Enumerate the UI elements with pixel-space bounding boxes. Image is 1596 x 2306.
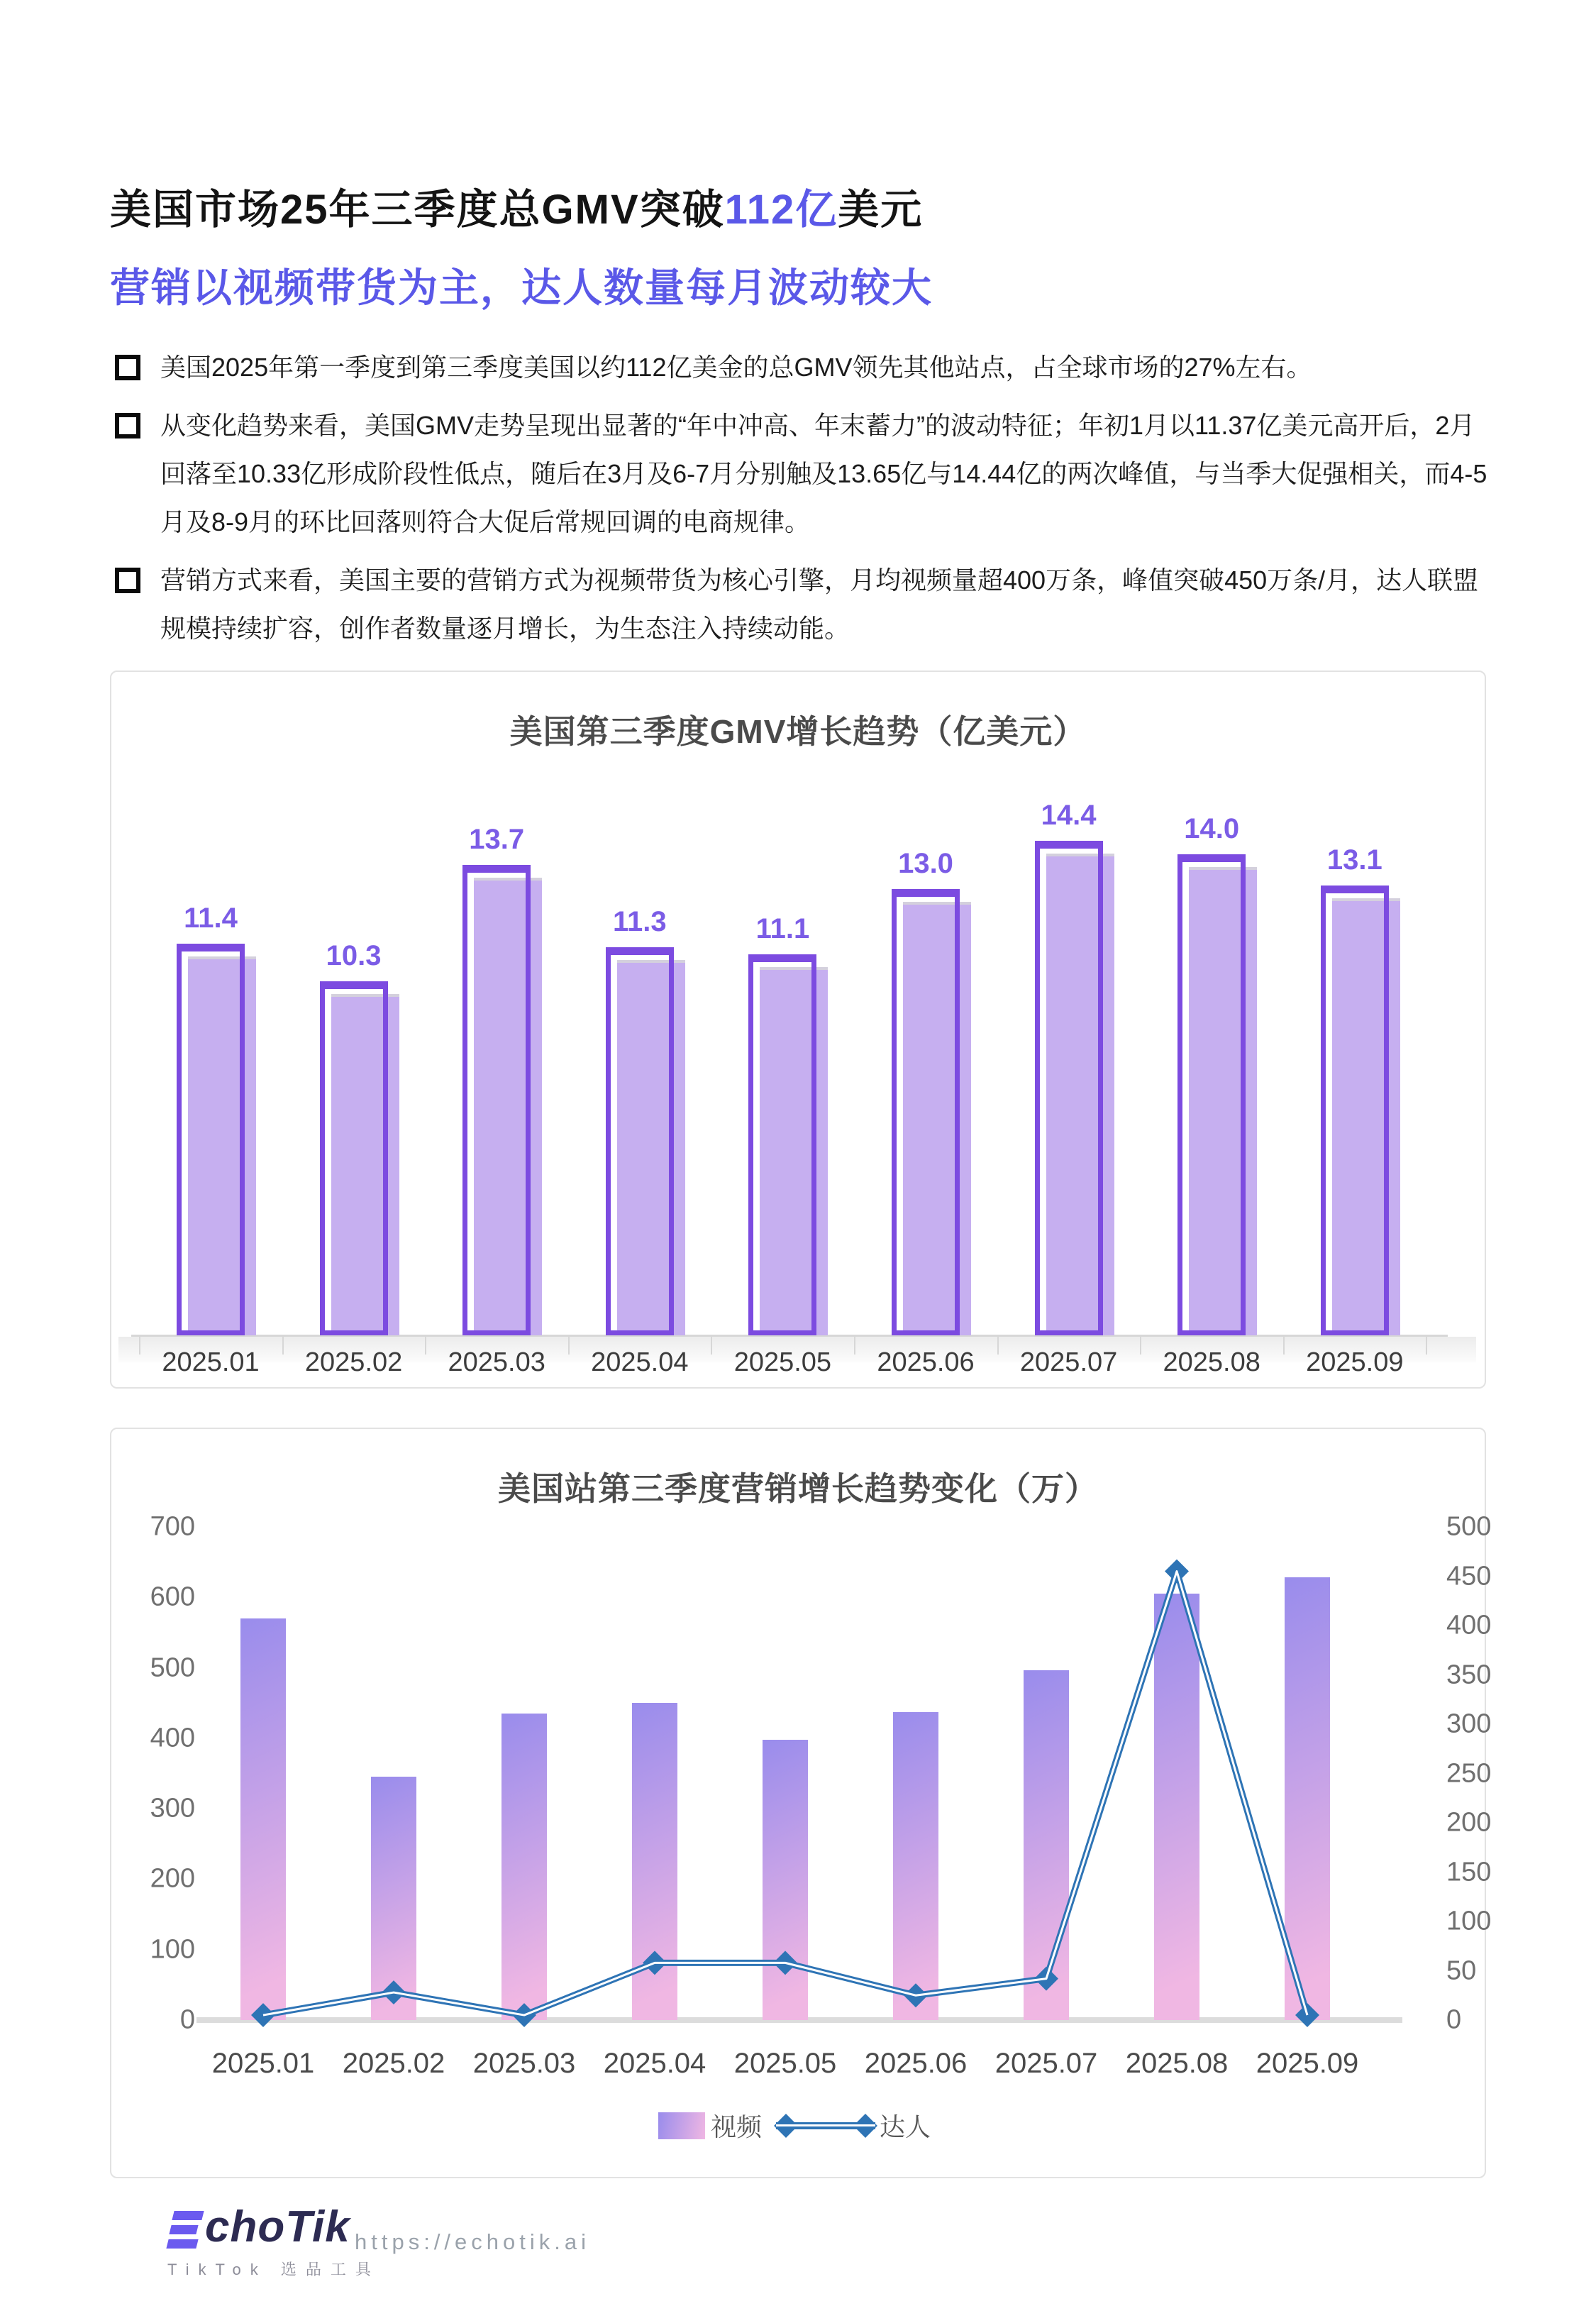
- gmv-bar-value-label: 13.1: [1326, 844, 1382, 876]
- right-axis-label: 0: [1446, 2004, 1462, 2035]
- square-bullet-icon: [115, 355, 140, 380]
- x-axis-label: 2025.05: [733, 2048, 837, 2079]
- right-axis-label: 200: [1446, 1807, 1492, 1838]
- left-axis-label: 100: [150, 1934, 195, 1965]
- x-axis-label: 2025.04: [591, 1347, 689, 1377]
- gmv-bar-value-label: 11.1: [755, 912, 810, 944]
- right-axis-label: 50: [1446, 1955, 1477, 1985]
- legend-label-video: 视频: [710, 2112, 762, 2141]
- gmv-bar-outline: [1177, 854, 1246, 1335]
- x-axis-label: 2025.07: [994, 2048, 1098, 2079]
- left-axis-label: 0: [179, 2004, 195, 2035]
- echotik-logo-wordmark: [167, 2202, 380, 2251]
- title-post: 美元: [838, 187, 924, 233]
- gmv-bar-value-label: 11.3: [612, 906, 667, 938]
- gmv-bar-outline: [1321, 886, 1389, 1335]
- right-axis-label: 150: [1446, 1857, 1492, 1887]
- x-axis-label: 2025.08: [1125, 2048, 1229, 2079]
- x-axis-label: 2025.07: [1019, 1347, 1118, 1377]
- x-axis-label: 2025.09: [1256, 2048, 1359, 2079]
- left-axis-label: 500: [150, 1653, 195, 1683]
- echotik-logo: [167, 2202, 380, 2280]
- chart-legend: [111, 2107, 1485, 2144]
- marketing-combo-chart-plot: [111, 1429, 1492, 2177]
- gmv-bar-outline: [320, 981, 388, 1335]
- echotik-logo-e-icon: [167, 2211, 203, 2249]
- x-axis-tick: [711, 1336, 712, 1355]
- x-axis-tick: [1140, 1336, 1141, 1355]
- gmv-bar-value-label: 11.4: [184, 903, 238, 934]
- left-axis-label: 700: [150, 1511, 195, 1542]
- x-axis-label: 2025.08: [1163, 1347, 1260, 1377]
- right-axis-label: 400: [1446, 1610, 1492, 1640]
- creator-line-series: [111, 1429, 1487, 2180]
- x-axis-label: 2025.01: [162, 1347, 260, 1377]
- gmv-bar-outline: [177, 944, 245, 1335]
- gmv-bar-value-label: 13.7: [469, 823, 525, 855]
- square-bullet-icon: [115, 568, 140, 593]
- left-axis-label: 200: [150, 1863, 195, 1894]
- bullet-text: 从变化趋势来看，美国GMV走势呈现出显著的“年中冲高、年末蓄力”的波动特征；年初1月以11.37亿美元高开后，2月回落至10.33亿形成阶段性低点，随后在3月及6-7月分别触及13.65亿与14.44亿的两次峰值，与当季大促强相关，而4-5月及8-9月的环比回落则符合大促后常规回调的电商规律。: [160, 411, 1487, 536]
- echotik-logo-text: choTik: [205, 2202, 350, 2251]
- creator-line-path: [263, 1572, 1307, 2016]
- gmv-bar-outline: [748, 954, 816, 1335]
- legend-label-creator: 达人: [880, 2112, 931, 2141]
- x-axis-label: 2025.05: [733, 1347, 832, 1377]
- page-title: [110, 176, 1500, 236]
- gmv-bar-value-label: 14.4: [1041, 800, 1097, 832]
- creator-line-path: [263, 1572, 1307, 2016]
- x-axis-label: 2025.06: [864, 2048, 968, 2079]
- left-axis-label: 600: [150, 1582, 195, 1612]
- x-axis-label: 2025.02: [304, 1347, 403, 1377]
- page-subtitle: 营销以视频带货为主，达人数量每月波动较大: [110, 265, 933, 310]
- video-series-swatch-icon: [658, 2112, 705, 2139]
- report-header: [110, 176, 1500, 314]
- gmv-chart-title: 美国第三季度GMV增长趋势（亿美元）: [509, 713, 1087, 750]
- x-axis-tick: [1283, 1336, 1285, 1355]
- x-axis-tick: [282, 1336, 284, 1355]
- x-axis-label: 2025.03: [448, 1347, 545, 1377]
- bullet-item: [113, 556, 1497, 653]
- x-axis-tick: [997, 1336, 999, 1355]
- bullet-item: [113, 402, 1497, 546]
- right-axis-label: 350: [1446, 1660, 1492, 1689]
- x-axis-label: 2025.02: [342, 2048, 445, 2079]
- gmv-bar-outline: [1035, 841, 1103, 1335]
- gmv-bar-value-label: 14.0: [1184, 813, 1240, 845]
- title-highlight: 112亿: [724, 187, 838, 233]
- right-axis-label: 250: [1446, 1758, 1492, 1788]
- gmv-bar-value-label: 13.0: [898, 847, 953, 879]
- bullet-text: 营销方式来看，美国主要的营销方式为视频带货为核心引擎，月均视频量超400万条，峰值突破450万条/月，达人联盟规模持续扩容，创作者数量逐月增长，为生态注入持续动能。: [160, 566, 1479, 643]
- x-axis-label: 2025.01: [211, 2048, 315, 2079]
- x-axis-label: 2025.03: [472, 2048, 576, 2079]
- square-bullet-icon: [115, 413, 140, 438]
- left-axis-label: 300: [150, 1793, 195, 1824]
- summary-bullet-list: [113, 343, 1497, 663]
- gmv-bar-outline: [892, 889, 960, 1335]
- right-axis-label: 500: [1446, 1511, 1492, 1542]
- marketing-combo-chart-card: [110, 1428, 1492, 2178]
- x-axis-tick: [425, 1336, 426, 1355]
- x-axis-label: 2025.09: [1306, 1347, 1404, 1377]
- right-axis-label: 300: [1446, 1709, 1492, 1739]
- marketing-chart-title: 美国站第三季度营销增长趋势变化（万）: [498, 1470, 1098, 1507]
- x-axis-label: 2025.06: [877, 1347, 975, 1377]
- gmv-bar-outline: [606, 947, 674, 1335]
- echotik-logo-tagline: TikTok 选品工具: [167, 2261, 380, 2278]
- x-axis-tick: [568, 1336, 570, 1355]
- title-pre: 美国市场25年三季度总GMV突破: [110, 187, 725, 233]
- bullet-text: 美国2025年第一季度到第三季度美国以约112亿美金的总GMV领先其他站点，占全球市场的27%左右。: [160, 353, 1312, 382]
- bullet-item: [113, 343, 1497, 392]
- creator-series-line-icon: [776, 2112, 875, 2140]
- right-axis-label: 450: [1446, 1561, 1492, 1591]
- gmv-bar-chart-plot: [111, 672, 1485, 1387]
- left-axis-label: 400: [150, 1723, 195, 1753]
- gmv-bar-chart-card: [110, 671, 1486, 1389]
- x-axis-label: 2025.04: [603, 2048, 706, 2079]
- x-axis-tick: [854, 1336, 855, 1355]
- echotik-url: https://echotik.ai: [355, 2229, 591, 2254]
- right-axis-label: 100: [1446, 1906, 1492, 1936]
- gmv-bar-outline: [462, 865, 531, 1335]
- x-axis-tick: [1426, 1336, 1427, 1355]
- gmv-bar-value-label: 10.3: [326, 940, 382, 972]
- x-axis-tick: [139, 1336, 140, 1355]
